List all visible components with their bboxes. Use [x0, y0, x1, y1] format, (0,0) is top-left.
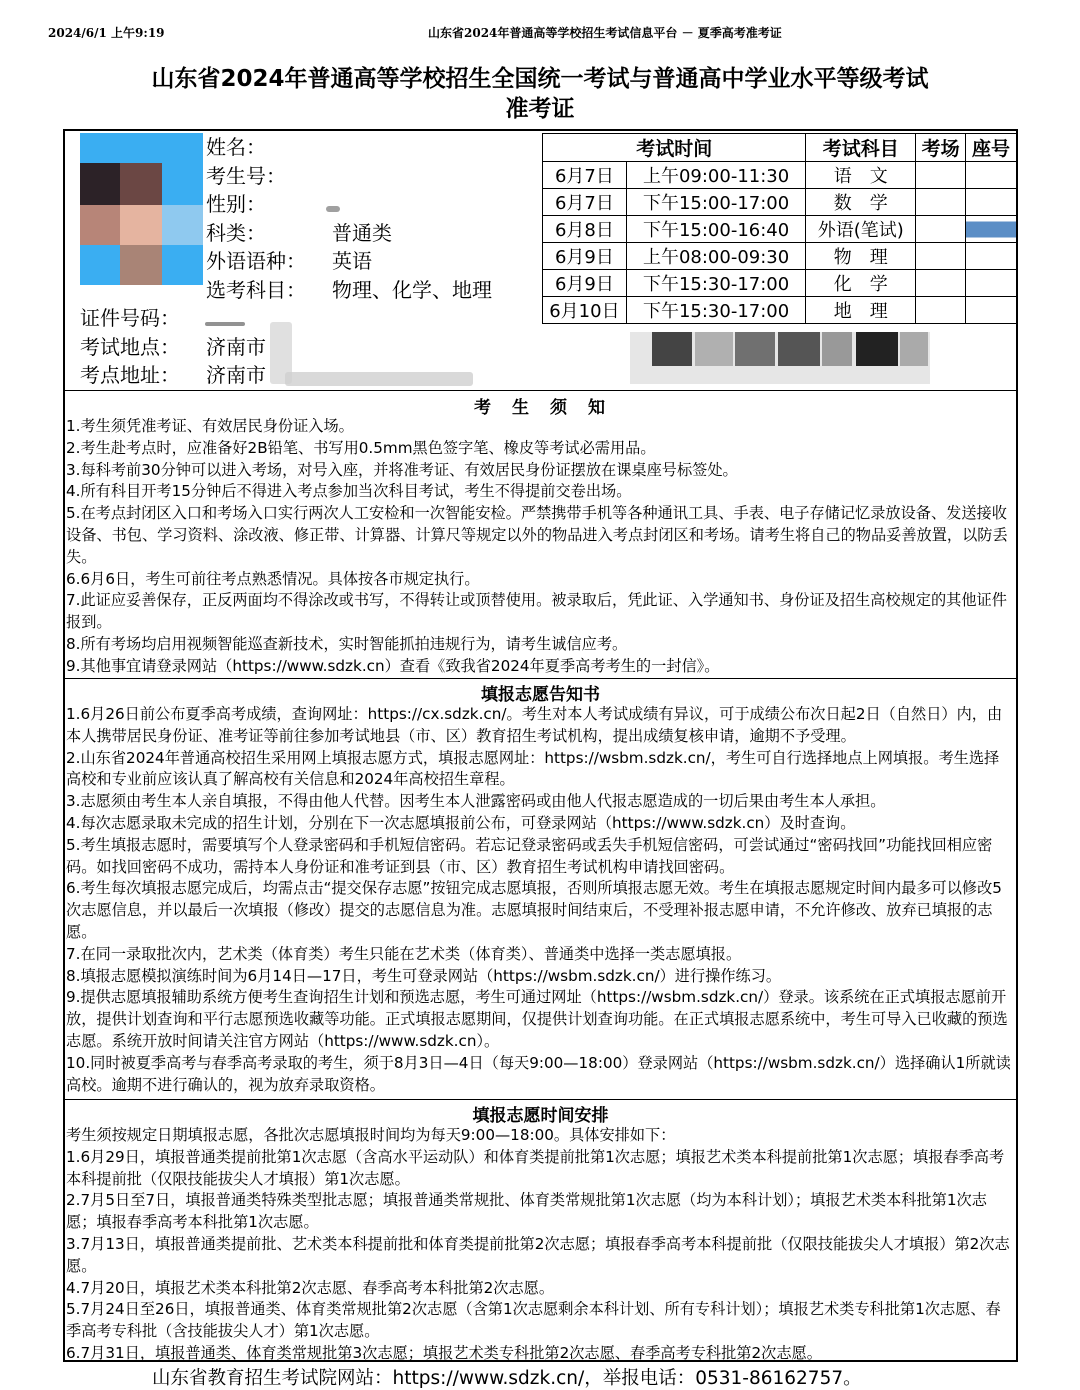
footer-contact: 山东省教育招生考试院网站：https://www.sdzk.cn/，举报电话：0531-86162757。: [152, 1368, 862, 1389]
list-item: 2.7月5日至7日，填报普通类特殊类型批志愿；填报普通类常规批、体育类常规批第1次志愿（均为本科计划）；填报艺术类本科批第1次志愿；填报春季高考本科批第1次志愿。: [66, 1191, 987, 1232]
exam-subject: 数 学: [806, 189, 916, 216]
exam-room-cell: [916, 297, 966, 324]
title-line1: 山东省2024年普通高等学校招生全国统一考试与普通高中学业水平等级考试: [151, 66, 929, 92]
exam-room-cell: [916, 270, 966, 297]
exam-subject: 地 理: [806, 297, 916, 324]
exam-room-cell: [916, 216, 966, 243]
divider: [63, 390, 1018, 391]
divider: [63, 678, 1018, 679]
exam-room-cell: [916, 243, 966, 270]
print-timestamp: 2024/6/1 上午9:19: [48, 26, 165, 40]
document-title: [0, 64, 1080, 124]
list-item: 3.志愿须由考生本人亲自填报，不得由他人代替。因考生本人泄露密码或由他人代报志愿造成的一切后果由考生本人承担。: [66, 792, 886, 811]
seat-cell: [966, 270, 1017, 297]
list-item: 2.考生赴考点时，应准备好2B铅笔、书写用0.5mm黑色签字笔、橡皮等考试必需用品。: [66, 438, 656, 457]
exam-date: 6月7日: [543, 162, 627, 189]
list-item: 10.同时被夏季高考与春季高考录取的考生，须于8月3日—4日（每天9:00—18:00）登录网站（https://wsbm.sdzk.cn/）选择确认1所就读高校。逾期不进行确认的，视为放弃录取资格。: [66, 1053, 1011, 1094]
language-value: 英语: [332, 249, 372, 273]
table-row: [543, 189, 1017, 216]
list-item: 6.6月6日，考生可前往考点熟悉情况。具体按各市规定执行。: [66, 569, 480, 588]
divider: [63, 1099, 1018, 1100]
candidate-info: [206, 133, 536, 304]
exam-time: 下午15:00-17:00: [626, 189, 806, 216]
exam-room-cell: [916, 189, 966, 216]
list-item: 4.所有科目开考15分钟后不得进入考点参加当次科目考试，考生不得提前交卷出场。: [66, 482, 632, 501]
list-item: 6.7月31日，填报普通类、体育类常规批第3次志愿；填报艺术类专科批第2次志愿、春季高考专科批第2次志愿。: [66, 1343, 822, 1362]
table-header-row: [543, 134, 1017, 162]
volunteer-notice-title: 填报志愿告知书: [481, 685, 600, 705]
exam-subject: 化 学: [806, 270, 916, 297]
list-item: 5.考生填报志愿时，需要填写个人登录密码和手机短信密码。若忘记登录密码或丢失手机短信密码，可尝试通过“密码找回”功能找回相应密码。如找回密码不成功，需持本人身份证和准考证到县（市、区）教育招生考试机构申请找回密码。: [66, 835, 993, 876]
exam-time: 上午09:00-11:30: [626, 162, 806, 189]
exam-time: 下午15:00-16:40: [626, 216, 806, 243]
list-item: 5.在考点封闭区入口和考场入口实行两次人工安检和一次智能安检。严禁携带手机等各种通讯工具、手表、电子存储记忆录放设备、发送接收设备、书包、学习资料、涂改液、修正带、计算器、计算尺等规定以外的物品进入考点封闭区和考场。请考生将自己的物品妥善放置，以防丢失。: [66, 504, 1008, 566]
table-row: [543, 162, 1017, 189]
list-item: 6.考生每次填报志愿完成后，均需点击“提交保存志愿”按钮完成志愿填报，否则所填报志愿无效。考生在填报志愿规定时间内最多可以修改5次志愿信息，并以最后一次填报（修改）提交的志愿信息为准。志愿填报时间结束后，不受理补报志愿申请，不允许修改、放弃已填报的志愿。: [66, 879, 1002, 941]
print-header: [48, 22, 1032, 44]
candidate-id-label: 考生号：: [206, 163, 286, 188]
list-item: 5.7月24日至26日，填报普通类、体育类常规批第2次志愿（含第1次志愿剩余本科计划、所有专科计划）；填报艺术类专科批第1次志愿、春季高考专科批（含技能拔尖人才）第1次志愿。: [66, 1300, 1001, 1341]
language-label: 外语语种：: [206, 249, 306, 273]
exam-date: 6月9日: [543, 270, 627, 297]
candidate-photo: [80, 133, 203, 285]
category-value: 普通类: [332, 220, 392, 245]
schedule-list: [66, 1125, 1014, 1365]
list-item: 8.所有考场均启用视频智能巡查新技术，实时智能抓拍违规行为，请考生诚信应考。: [66, 634, 628, 653]
table-row: [543, 216, 1017, 243]
list-item: 1.6月29日，填报普通类提前批第1次志愿（含高水平运动队）和体育类提前批第1次志愿；填报艺术类本科提前批第1次志愿；填报春季高考本科提前批（仅限技能拔尖人才填报）第1次志愿。: [66, 1147, 1005, 1188]
list-item: 4.每次志愿录取未完成的招生计划，分别在下一次志愿填报前公布，可登录网站（https://www.sdzk.cn）及时查询。: [66, 813, 856, 832]
table-row: [543, 297, 1017, 324]
exam-time: 下午15:30-17:00: [626, 297, 806, 324]
gender-label: 性别：: [206, 192, 266, 216]
category-label: 科类：: [206, 220, 266, 245]
list-item: 7.此证应妥善保存，正反两面均不得涂改或书写，不得转让或顶替使用。被录取后，凭此证、入学通知书、身份证及招生高校规定的其他证件报到。: [66, 591, 1007, 632]
header-exam-subject: 考试科目: [806, 134, 916, 162]
exam-subject: 外语(笔试): [806, 216, 916, 243]
list-item: 8.填报志愿模拟演练时间为6月14日—17日，考生可登录网站（https://wsbm.sdzk.cn/）进行操作练习。: [66, 966, 782, 985]
seat-cell: [966, 216, 1017, 243]
seat-cell: [966, 162, 1017, 189]
exam-schedule-table: [542, 133, 1017, 324]
exam-time: 下午15:30-17:00: [626, 270, 806, 297]
list-item: 9.其他事宜请登录网站（https://www.sdzk.cn）查看《致我省2024年夏季高考考生的一封信》。: [66, 656, 720, 675]
exam-room-cell: [916, 162, 966, 189]
name-label: 姓名：: [206, 135, 266, 159]
title-line2: 准考证: [505, 96, 575, 122]
elective-value: 物理、化学、地理: [332, 277, 492, 302]
barcode-redacted: [630, 332, 930, 384]
schedule-title: 填报志愿时间安排: [472, 1106, 609, 1126]
volunteer-notice-list: [66, 704, 1014, 1096]
exam-time: 上午08:00-09:30: [626, 243, 806, 270]
table-row: [543, 270, 1017, 297]
exam-subject: 语 文: [806, 162, 916, 189]
list-item: 1.6月26日前公布夏季高考成绩，查询网址：https://cx.sdzk.cn/。考生对本人考试成绩有异议，可于成绩公布次日起2日（自然日）内，由本人携带居民身份证、准考证等前往参加考试地县（市、区）教育招生考试机构，提出成绩复核申请，逾期不予受理。: [66, 705, 1003, 745]
list-item: 3.7月13日，填报普通类提前批、艺术类本科提前批和体育类提前批第2次志愿；填报春季高考本科提前批（仅限技能拔尖人才填报）第2次志愿。: [66, 1234, 1010, 1275]
seat-cell: [966, 189, 1017, 216]
redaction-mark: [326, 206, 340, 212]
notice-title: 考 生 须 知: [474, 398, 607, 418]
cert-number-label: 证件号码：: [80, 306, 180, 330]
exam-date: 6月9日: [543, 243, 627, 270]
seat-cell: [966, 243, 1017, 270]
header-exam-time: 考试时间: [543, 134, 806, 162]
table-row: [543, 243, 1017, 270]
exam-address-label: 考点地址：: [80, 363, 180, 387]
redaction-mark: [285, 372, 473, 386]
redaction-mark: [205, 322, 245, 326]
list-item: 4.7月20日，填报艺术类本科批第2次志愿、春季高考本科批第2次志愿。: [66, 1278, 555, 1297]
print-source-title: 山东省2024年普通高等学校招生考试信息平台 － 夏季高考准考证: [428, 26, 782, 40]
exam-location-label: 考试地点：: [80, 334, 180, 359]
list-item: 3.每科考前30分钟可以进入考场，对号入座，并将准考证、有效居民身份证摆放在课桌座号标签处。: [66, 460, 738, 479]
exam-subject: 物 理: [806, 243, 916, 270]
exam-address-value: 济南市: [206, 363, 266, 387]
notice-list: [66, 416, 1014, 678]
list-item: 9.提供志愿填报辅助系统方便考生查询招生计划和预选志愿，考生可通过网址（https://wsbm.sdzk.cn/）登录。该系统在正式填报志愿前开放，提供计划查询和平行志愿预选收藏等功能。正式填报志愿期间，仅提供计划查询功能。在正式填报志愿系统中，考生可导入已收藏的预选志愿。系统开放时间请关注官方网站（https://www.sdzk.cn）。: [66, 988, 1008, 1050]
schedule-intro: 考生须按规定日期填报志愿，各批次志愿填报时间均为每天9:00—18:00。具体安排如下：: [66, 1126, 676, 1144]
header-exam-room: 考场: [916, 134, 966, 162]
seat-cell: [966, 297, 1017, 324]
list-item: 2.山东省2024年普通高校招生采用网上填报志愿方式，填报志愿网址：https://wsbm.sdzk.cn/，考生可自行选择地点上网填报。考生选择高校和专业前应该认真了解高校有关信息和2024年高校招生章程。: [66, 748, 1000, 789]
exam-date: 6月7日: [543, 189, 627, 216]
list-item: 7.在同一录取批次内，艺术类（体育类）考生只能在艺术类（体育类）、普通类中选择一类志愿填报。: [66, 944, 742, 963]
exam-date: 6月8日: [543, 216, 627, 243]
exam-date: 6月10日: [543, 297, 627, 324]
elective-label: 选考科目：: [206, 277, 306, 302]
header-seat-number: 座号: [966, 134, 1017, 162]
exam-location-value: 济南市: [206, 334, 266, 359]
list-item: 1.考生须凭准考证、有效居民身份证入场。: [66, 417, 354, 435]
